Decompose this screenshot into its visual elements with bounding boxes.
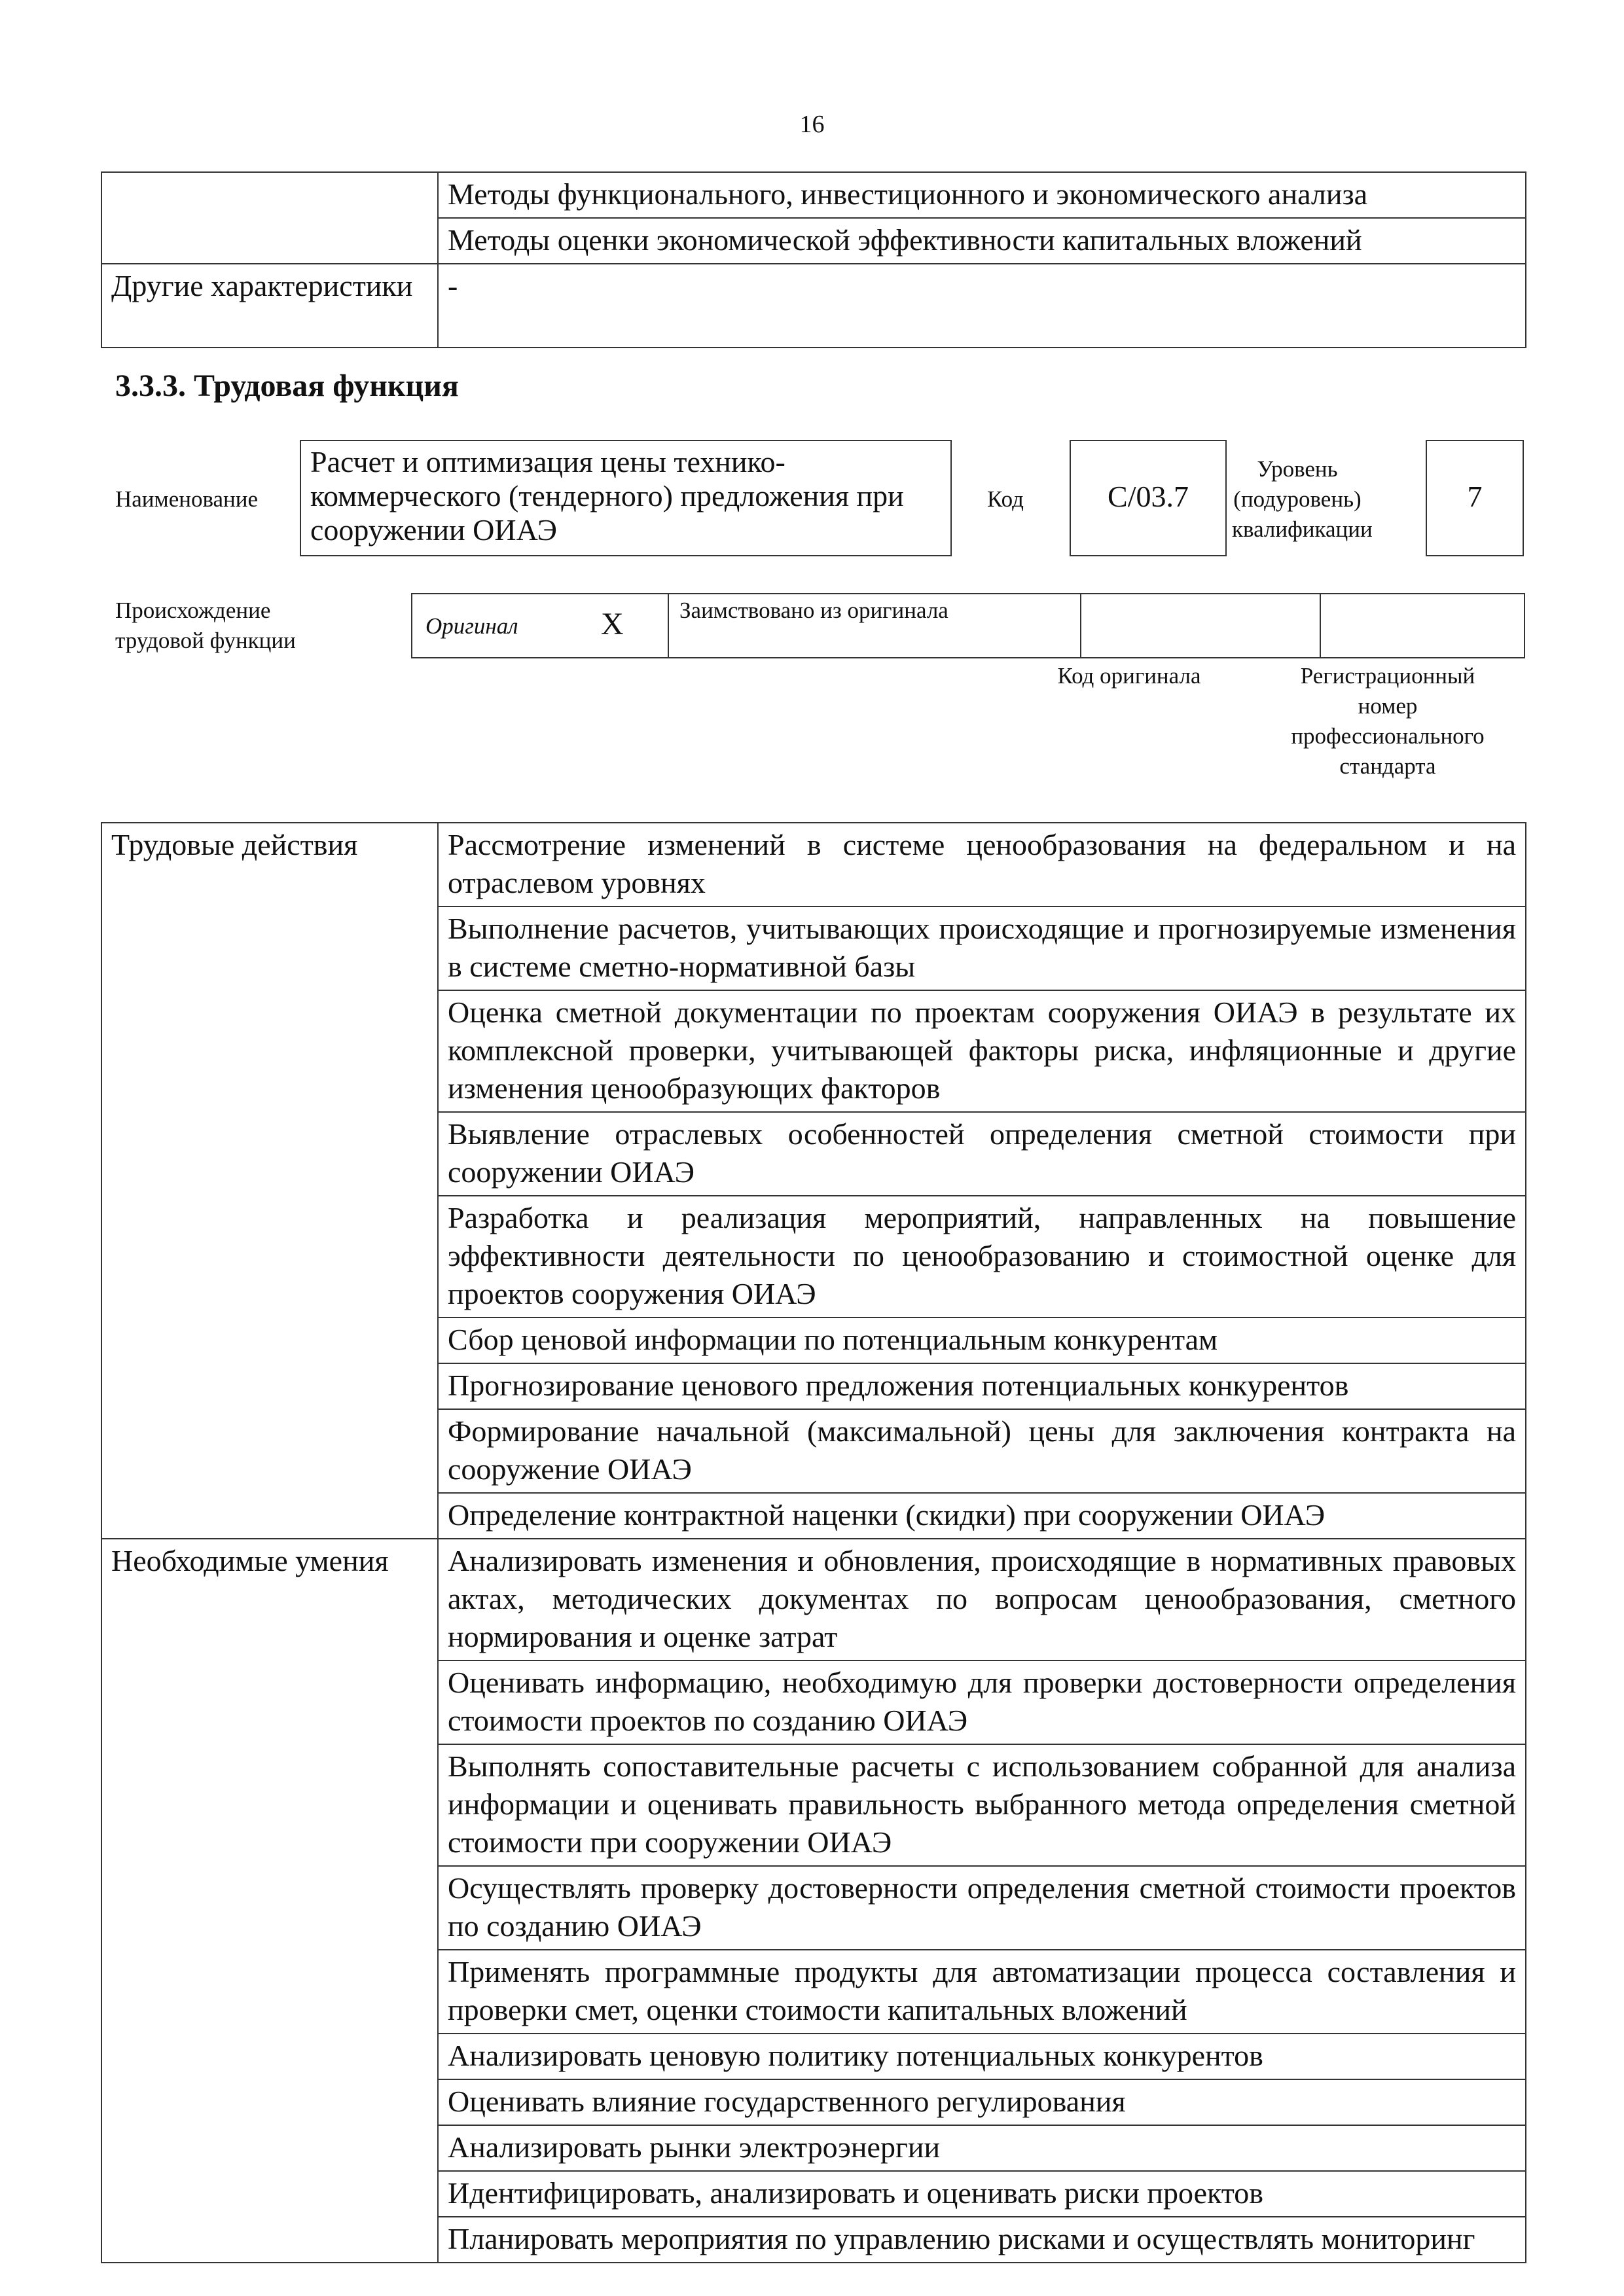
row-value: Методы функционального, инвестиционного и экономического анализа	[438, 172, 1526, 218]
page-number: 16	[799, 111, 825, 138]
row-value: -	[438, 264, 1526, 348]
function-name: Расчет и оптимизация цены технико-коммерческого (тендерного) предложения при сооружении ОИАЭ	[310, 445, 904, 547]
borrowed-label: Заимствовано из оригинала	[679, 598, 948, 623]
list-item: Анализировать изменения и обновления, происходящие в нормативных правовых актах, методических документах по вопросам ценообразования, сметного нормирования и оценке затрат	[438, 1539, 1526, 1660]
function-name-box	[300, 440, 952, 556]
table-row	[101, 218, 1526, 264]
list-item: Выполнять сопоставительные расчеты с использованием собранной для анализа информации и оценивать правильность выбранного метода определения сметной стоимости при сооружении ОИАЭ	[438, 1744, 1526, 1866]
knowledge-table-continuation	[101, 171, 1526, 348]
row-label: Другие характеристики	[101, 264, 438, 348]
name-label: Наименование	[115, 486, 259, 512]
list-item: Формирование начальной (максимальной) цены для заключения контракта на сооружение ОИАЭ	[438, 1409, 1526, 1493]
list-item: Оценивать влияние государственного регулирования	[438, 2079, 1526, 2125]
table-row	[101, 823, 1526, 906]
row-label	[101, 172, 438, 218]
code-box	[1070, 440, 1227, 556]
list-item: Прогнозирование ценового предложения потенциальных конкурентов	[438, 1363, 1526, 1409]
table-row	[101, 1539, 1526, 1660]
level-label: Уровень (подуровень) квалификации	[1232, 456, 1373, 542]
row-label	[101, 218, 438, 264]
list-item: Оценка сметной документации по проектам сооружения ОИАЭ в результате их комплексной проверки, учитывающей факторы риска, инфляционные и другие изменения ценообразующих факторов	[438, 990, 1526, 1112]
list-item: Оценивать информацию, необходимую для проверки достоверности определения стоимости проектов по созданию ОИАЭ	[438, 1660, 1526, 1744]
list-item: Анализировать ценовую политику потенциальных конкурентов	[438, 2034, 1526, 2079]
origin-label: Происхождение трудовой функции	[115, 598, 296, 653]
divider	[1080, 594, 1081, 657]
code-caption: Код оригинала	[1057, 663, 1201, 689]
list-item: Определение контрактной наценки (скидки) при сооружении ОИАЭ	[438, 1493, 1526, 1539]
table-row	[101, 264, 1526, 348]
list-item: Применять программные продукты для автоматизации процесса составления и проверки смет, оценки стоимости капитальных вложений	[438, 1950, 1526, 2034]
list-item: Осуществлять проверку достоверности определения сметной стоимости проектов по созданию ОИАЭ	[438, 1866, 1526, 1950]
actions-label: Трудовые действия	[101, 823, 438, 1539]
level-box	[1426, 440, 1524, 556]
divider	[1320, 594, 1321, 657]
row-value: Методы оценки экономической эффективности капитальных вложений	[438, 218, 1526, 264]
origin-box	[411, 593, 1525, 658]
original-label: Оригинал	[425, 613, 518, 639]
reg-caption: Регистрационный номер профессионального стандарта	[1291, 663, 1485, 779]
main-table	[101, 822, 1526, 2263]
table-row	[101, 172, 1526, 218]
code-label: Код	[987, 486, 1024, 512]
section-title: 3.3.3. Трудовая функция	[115, 368, 459, 403]
list-item: Рассмотрение изменений в системе ценообразования на федеральном и на отраслевом уровнях	[438, 823, 1526, 906]
level-value: 7	[1467, 480, 1483, 513]
original-cell	[412, 594, 669, 657]
list-item: Разработка и реализация мероприятий, направленных на повышение эффективности деятельности по ценообразованию и стоимостной оценке для проектов сооружения ОИАЭ	[438, 1196, 1526, 1318]
list-item: Планировать мероприятия по управлению рисками и осуществлять мониторинг	[438, 2217, 1526, 2263]
list-item: Сбор ценовой информации по потенциальным конкурентам	[438, 1318, 1526, 1363]
list-item: Идентифицировать, анализировать и оценивать риски проектов	[438, 2171, 1526, 2217]
list-item: Анализировать рынки электроэнергии	[438, 2125, 1526, 2171]
original-mark: X	[601, 607, 624, 641]
list-item: Выявление отраслевых особенностей определения сметной стоимости при сооружении ОИАЭ	[438, 1112, 1526, 1196]
list-item: Выполнение расчетов, учитывающих происходящие и прогнозируемые изменения в системе сметно-нормативной базы	[438, 906, 1526, 990]
skills-label: Необходимые умения	[101, 1539, 438, 2263]
function-code: C/03.7	[1108, 480, 1189, 513]
